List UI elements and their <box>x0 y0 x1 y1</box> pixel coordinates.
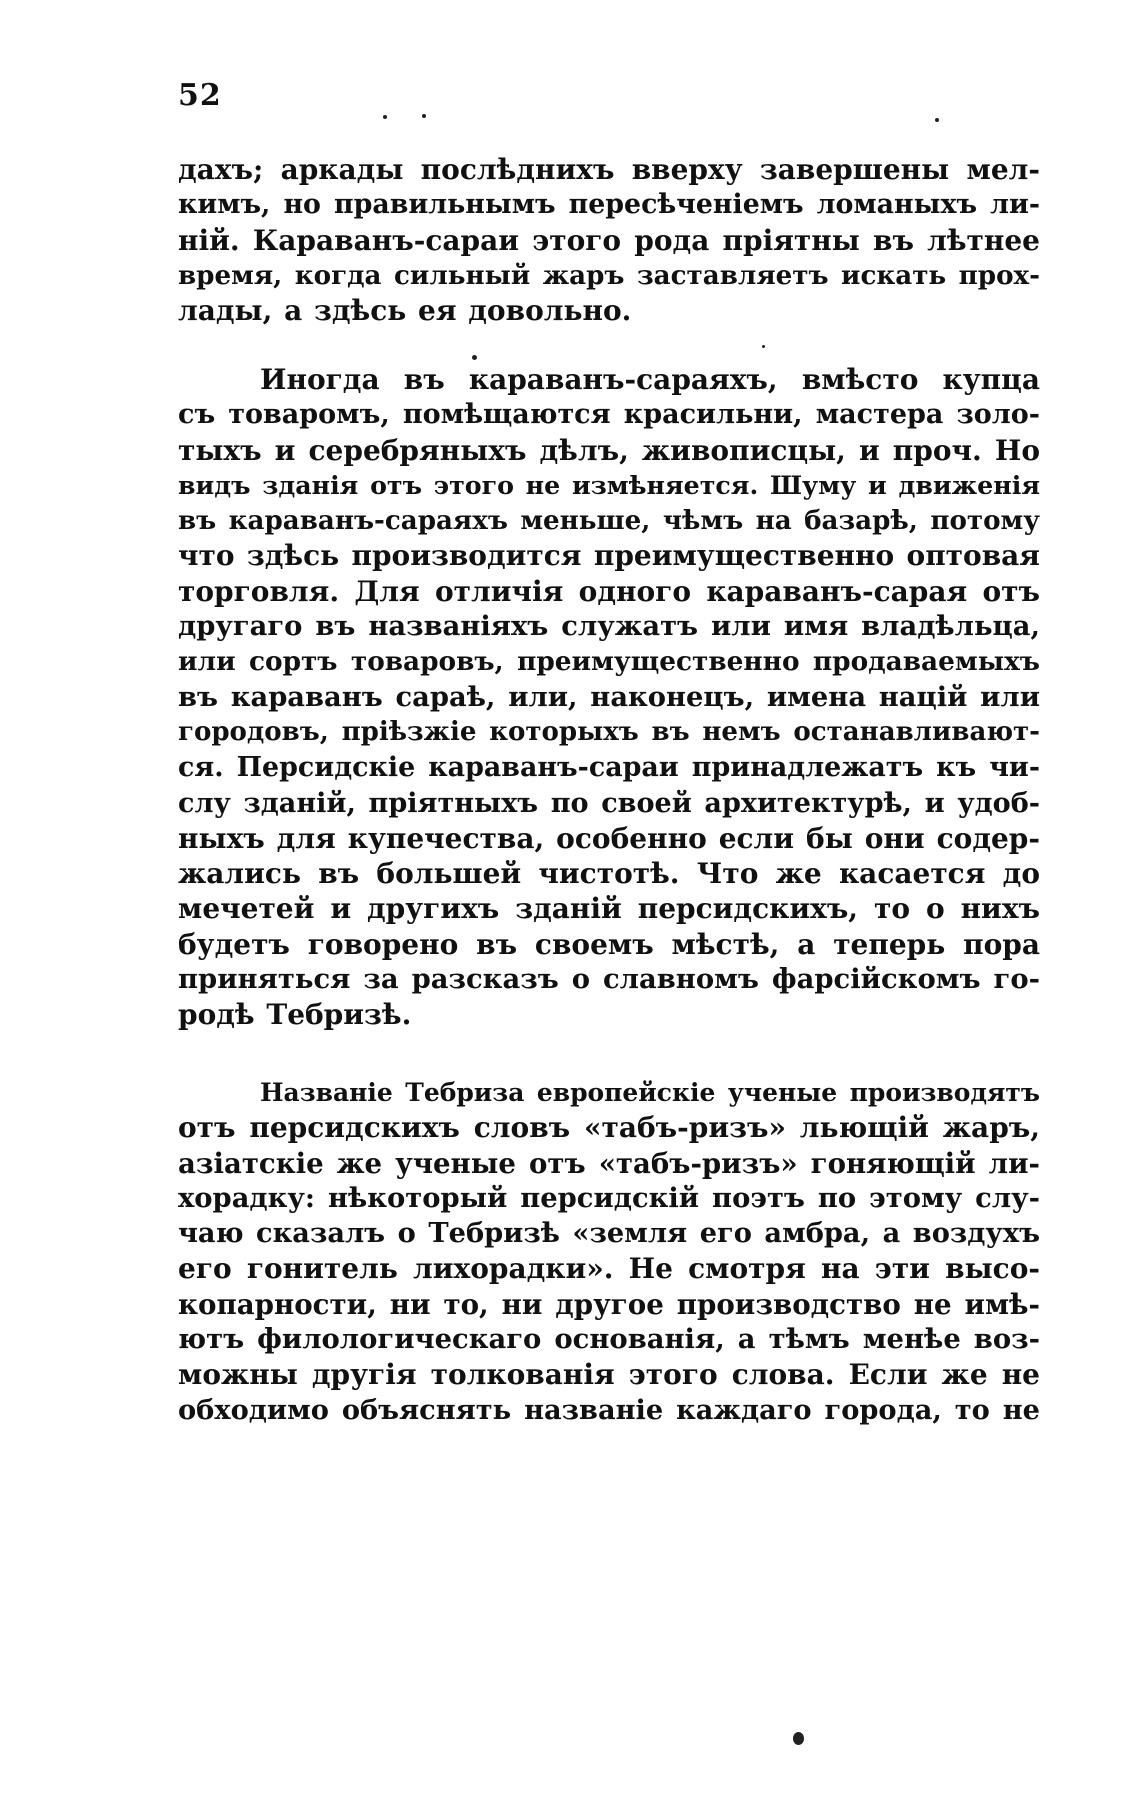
text-line: приняться за разсказъ о славномъ фарсiйскомъ го- <box>178 963 1040 996</box>
text-line: будетъ говорено въ своемъ мѣстѣ, а теперь пора <box>178 927 1040 961</box>
text-line: Иногда въ караванъ-сараяхъ, вмѣсто купца <box>260 363 1040 396</box>
text-line: его гонитель лихорадки». Не смотря на эти высо- <box>178 1252 1040 1286</box>
text-line: съ товаромъ, помѣщаются красильни, мастера золо- <box>178 399 1040 431</box>
text-line: кимъ, но правильнымъ пересѣченiемъ ломаныхъ ли- <box>178 189 1040 221</box>
text-line: копарности, ни то, ни другое производство не имѣ- <box>178 1287 1040 1321</box>
text-line: жались въ большей чистотѣ. Что же касается до <box>178 857 1040 891</box>
text-line: тыхъ и серебряныхъ дѣлъ, живописцы, и проч. Но <box>178 433 1040 467</box>
text-line: Названiе Тебриза европейскiе ученые производятъ <box>260 1078 1040 1107</box>
text-line: торговля. Для отличiя одного караванъ-сарая отъ <box>178 574 1040 608</box>
text-line: что здѣсь производится преимущественно оптовая <box>178 539 1040 573</box>
text-line: азiатскiе же ученые отъ «табъ-ризъ» гоняющiй ли- <box>178 1146 1040 1180</box>
text-line: въ караванъ-сараяхъ меньше, чѣмъ на базарѣ, потому <box>178 505 1040 537</box>
text-line: дахъ; аркады послѣднихъ вверху завершены мел- <box>178 153 1040 186</box>
text-line: ныхъ для купечества, особенно если бы они содер- <box>178 821 1040 855</box>
ink-speck <box>762 345 765 348</box>
ink-speck <box>935 118 939 122</box>
text-line: можны другiя толкованiя этого слова. Если же не <box>178 1358 1040 1392</box>
text-line: хорадку: нѣкоторый персидскiй поэтъ по этому слу- <box>178 1181 1040 1214</box>
text-line: видъ зданiя отъ этого не измѣняется. Шуму и движенiя <box>178 469 1040 500</box>
text-line: другаго въ названiяхъ служатъ или имя владѣльца, <box>178 610 1040 643</box>
ink-speck <box>383 115 387 119</box>
paragraph-1 <box>178 152 1040 328</box>
ink-speck <box>472 355 477 360</box>
text-line: отъ персидскихъ словъ «табъ-ризъ» льющiй жаръ, <box>178 1111 1040 1145</box>
text-line: городовъ, прiѣзжiе которыхъ въ немъ останавливают- <box>178 716 1040 747</box>
text-line: лады, а здѣсь ея довольно. <box>178 294 632 328</box>
text-line: мечетей и другихъ зданiй персидскихъ, то о нихъ <box>178 892 1040 926</box>
text-line: чаю сказалъ о Тебризѣ «земля его амбра, а воздухъ <box>178 1217 1040 1250</box>
page-number: 52 <box>178 78 222 113</box>
text-line: нiй. Караванъ-сараи этого рода прiятны въ лѣтнее <box>178 223 1040 257</box>
text-line: время, когда сильный жаръ заставляетъ искать прох- <box>178 259 1040 291</box>
text-line: въ караванъ сараѣ, или, наконецъ, имена нацiй или <box>178 680 1040 713</box>
ink-speck <box>793 1732 804 1745</box>
paragraph-2 <box>178 362 1040 1033</box>
text-line: ся. Персидскiе караванъ-сараи принадлежатъ къ чи- <box>178 752 1040 784</box>
paragraph-3 <box>178 1075 1040 1428</box>
text-line: родѣ Тебризѣ. <box>178 998 412 1032</box>
text-line: или сортъ товаровъ, преимущественно продаваемыхъ <box>178 646 1040 678</box>
text-line: обходимо объяснять названiе каждаго города, то не <box>178 1393 1040 1426</box>
ink-speck <box>422 114 426 118</box>
text-line: ютъ филологическаго основанiя, а тѣмъ менѣе воз- <box>178 1323 1040 1356</box>
text-line: слу зданiй, прiятныхъ по своей архитектурѣ, и удоб- <box>178 787 1040 819</box>
